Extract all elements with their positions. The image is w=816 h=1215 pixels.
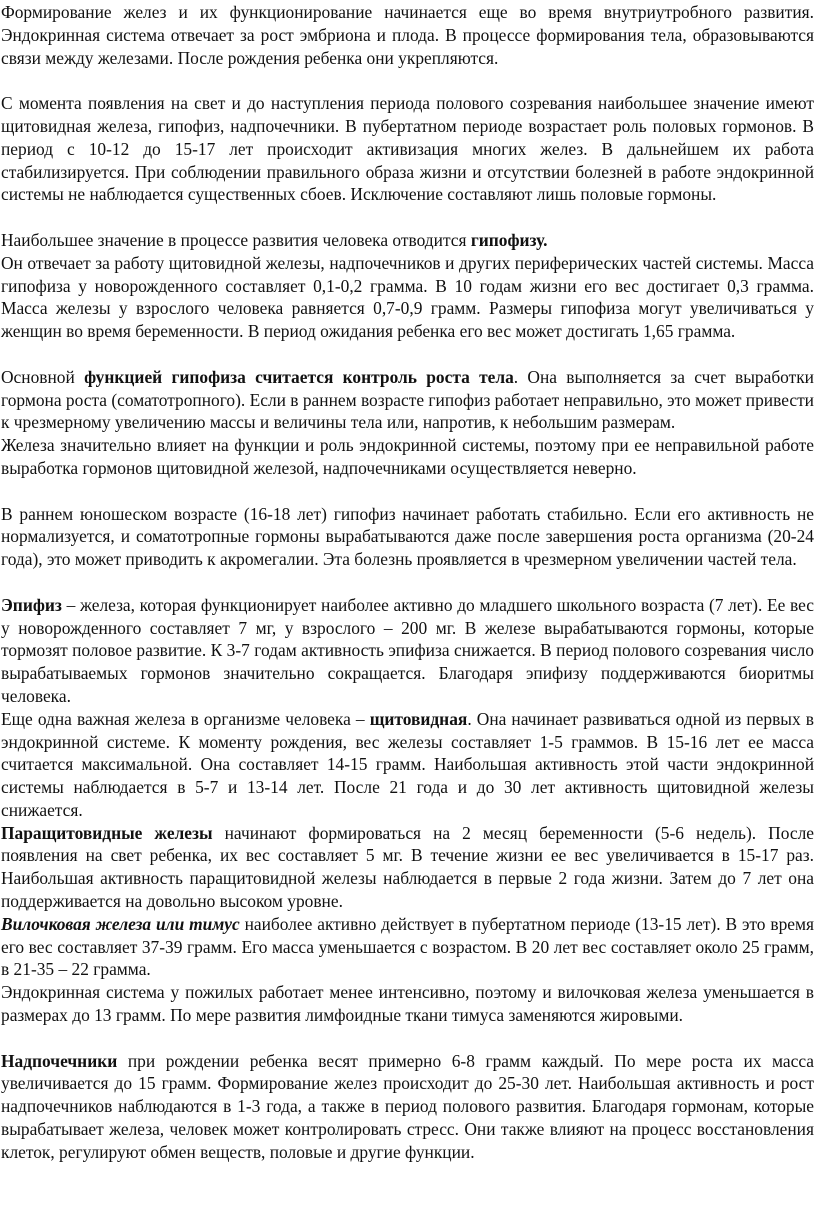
paragraph-text: . Она начинает развиваться одной из первых в эндокринной системе. К моменту рождения, вес железы составляет 1-5 граммов. В 15-16 лет ее масса считается максимальной. Она составляет 14-15 грамм. Наибольшая активность этой части эндокринной системы наблюдается в 5-7 и 13-14 лет. После 21 года и до 30 лет активность щитовидной железы снижается. <box>1 708 814 820</box>
bold-term: Эпифиз <box>1 594 62 615</box>
paragraph <box>1 913 814 981</box>
paragraph-text: начинают формироваться на 2 месяц беременности (5-6 недель). После появления на свет ребенка, их вес составляет 5 мг. В течение жизни ее вес увеличивается в 15-17 раз. Наибольшая активность паращитовидной железы наблюдается в первые 2 года жизни. Затем до 7 лет она поддерживается на довольно высоком уровне. <box>1 822 814 912</box>
paragraph <box>1 981 814 1027</box>
paragraph <box>1 92 814 206</box>
paragraph-text: . Она выполняется за счет выработки гормона роста (соматотропного). Если в раннем возрасте гипофиз работает неправильно, это может привести к чрезмерному увеличению массы и величины тела или, напротив, к небольшим размерам. <box>1 366 814 433</box>
paragraph-text: Он отвечает за работу щитовидной железы, надпочечников и других периферических частей системы. Масса гипофиза у новорожденного составляет 0,1-0,2 грамма. В 10 годам жизни его вес достигает 0,3 грамма. Масса железы у взрослого человека равняется 0,7-0,9 грамм. Размеры гипофиза могут увеличиваться у женщин во время беременности. В период ожидания ребенка его вес может достигать 1,65 грамма. <box>1 252 814 342</box>
paragraph-text: Основной <box>1 366 85 387</box>
paragraph <box>1 822 814 913</box>
paragraph-text: Эндокринная система у пожилых работает менее интенсивно, поэтому и вилочковая железа уменьшается в размерах до 13 грамм. По мере развития лимфоидные ткани тимуса заменяются жировыми. <box>1 982 814 1026</box>
bold-term: функцией гипофиза считается контроль роста тела <box>84 366 514 387</box>
paragraph-text: – железа, которая функционирует наиболее активно до младшего школьного возраста (7 лет). Ее вес у новорожденного составляет 7 мг, у взрослого – 200 мг. В железе вырабатываются гормоны, которые тормозят половое развитие. К 3-7 годам активность эпифиза снижается. В период полового созревания число вырабатываемых гормонов значительно сокращается. Благодаря эпифизу поддерживаются биоритмы человека. <box>1 594 814 706</box>
bold-term: Надпочечники <box>1 1050 118 1071</box>
paragraph <box>1 229 814 252</box>
paragraph-text: наиболее активно действует в пубертатном периоде (13-15 лет). В это время его вес составляет 37-39 грамм. Его масса уменьшается с возрастом. В 20 лет вес составляет около 25 грамм, в 21-35 – 22 грамма. <box>1 913 815 980</box>
bold-term: Вилочковая железа или тимус <box>1 913 240 934</box>
paragraph <box>1 708 814 822</box>
paragraph-text: Наибольшее значение в процессе развития человека отводится <box>1 229 471 250</box>
bold-term: гипофизу. <box>470 229 548 250</box>
bold-term: щитовидная <box>369 708 468 729</box>
paragraph <box>1 503 814 571</box>
paragraph-text: Железа значительно влияет на функции и роль эндокринной системы, поэтому при ее неправильной работе выработка гормонов щитовидной железой, надпочечниками осуществляется неверно. <box>1 435 814 478</box>
paragraph-text: С момента появления на свет и до наступления периода полового созревания наибольшее значение имеют щитовидная железа, гипофиз, надпочечники. В пубертатном периоде возрастает роль половых гормонов. В период с 10-12 до 15-17 лет происходит активизация многих желез. В дальнейшем их работа стабилизируется. При соблюдении правильного образа жизни и отсутствии болезней в работе эндокринной системы не наблюдается существенных сбоев. Исключение составляют лишь половые гормоны. <box>1 93 814 205</box>
paragraph <box>1 434 814 480</box>
paragraph <box>1 1050 814 1164</box>
paragraph-text: Формирование желез и их функционирование начинается еще во время внутриутробного развития. Эндокринная система отвечает за рост эмбриона и плода. В процессе формирования тела, образовываются связи между железами. После рождения ребенка они укрепляются. <box>1 2 814 68</box>
paragraph <box>1 594 814 708</box>
paragraph-text: Еще одна важная железа в организме человека – <box>1 708 370 729</box>
paragraph-text: при рождении ребенка весят примерно 6-8 грамм каждый. По мере роста их масса увеличивается до 15 грамм. Формирование желез происходит до 25-30 лет. Наибольшая активность и рост надпочечников наблюдаются в 1-3 года, а также в период полового развития. Благодаря гормонам, которые вырабатывает железа, человек может контролировать стресс. Они также влияют на процесс восстановления клеток, регулируют обмен веществ, половые и другие функции. <box>1 1050 814 1162</box>
paragraph-text: В раннем юношеском возрасте (16-18 лет) гипофиз начинает работать стабильно. Если его активность не нормализуется, и соматотропные гормоны вырабатываются даже после завершения роста организма (20-24 года), это может приводить к акромегалии. Эта болезнь проявляется в чрезмерном увеличении частей тела. <box>1 503 814 570</box>
paragraph <box>1 252 814 343</box>
bold-term: Паращитовидные железы <box>1 822 213 843</box>
paragraph <box>1 366 814 434</box>
paragraph <box>1 1 814 69</box>
